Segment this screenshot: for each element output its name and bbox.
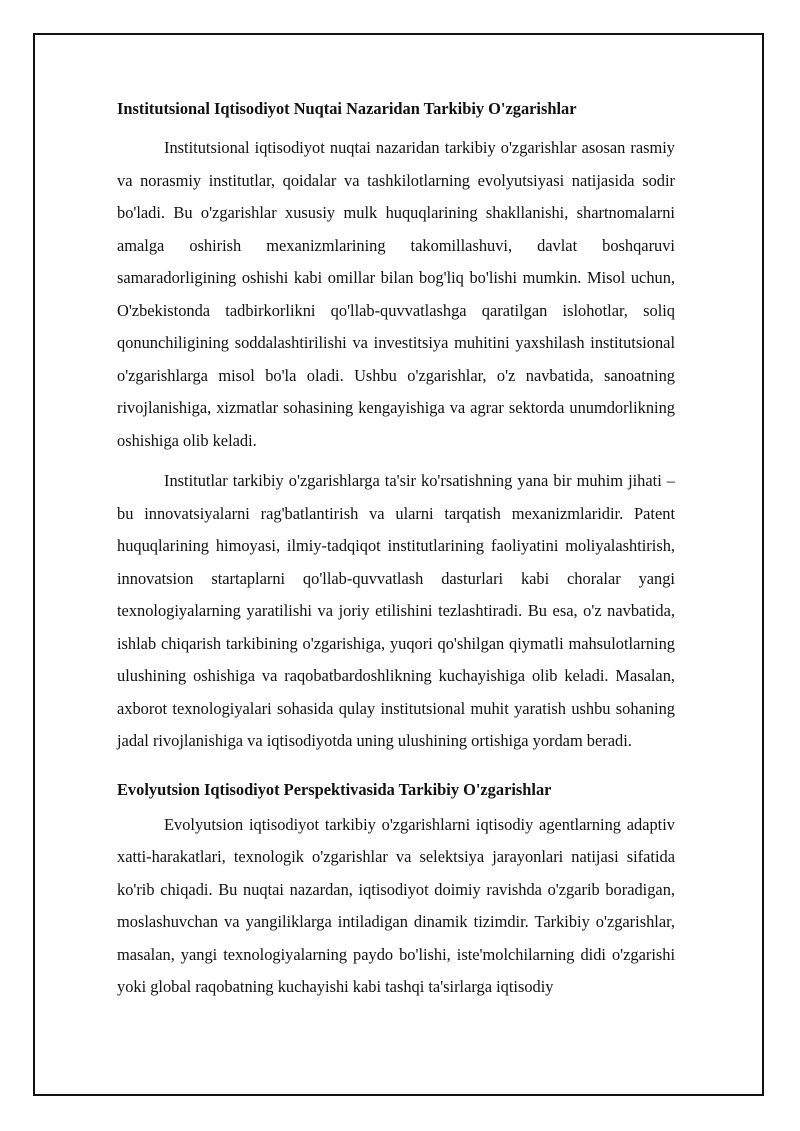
- document-body: [117, 97, 675, 1004]
- paragraph: Institutlar tarkibiy o'zgarishlarga ta'sir ko'rsatishning yana bir muhim jihati – bu innovatsiyalarni rag'batlantirish va ularni tarqatish mexanizmlaridir. Patent huquqlarining himoyasi, ilmiy-tadqiqot institutlarining faoliyatini moliyalashtirish, innovatsion startaplarni qo'llab-quvvatlash dasturlari kabi choralar yangi texnologiyalarning yaratilishi va joriy etilishini tezlashtiradi. Bu esa, o'z navbatida, ishlab chiqarish tarkibining o'zgarishiga, yuqori qo'shilgan qiymatli mahsulotlarning ulushining oshishiga va raqobatbardoshlikning kuchayishiga olib keladi. Masalan, axborot texnologiyalari sohasida qulay institutsional muhit yaratish ushbu sohaning jadal rivojlanishiga va iqtisodiyotda uning ulushining ortishiga yordam beradi.: [117, 471, 675, 750]
- paragraph: Institutsional iqtisodiyot nuqtai nazaridan tarkibiy o'zgarishlar asosan rasmiy va norasmiy institutlar, qoidalar va tashkilotlarning evolyutsiyasi natijasida sodir bo'ladi. Bu o'zgarishlar xususiy mulk huquqlarining shakllanishi, shartnomalarni amalga oshirish mexanizmlarining takomillashuvi, davlat boshqaruvi samaradorligining oshishi kabi omillar bilan bog'liq bo'lishi mumkin. Misol uchun, O'zbekistonda tadbirkorlikni qo'llab-quvvatlashga qaratilgan islohotlar, soliq qonunchiligining soddalashtirilishi va investitsiya muhitini yaxshilash institutsional o'zgarishlarga misol bo'la oladi. Ushbu o'zgarishlar, o'z navbatida, sanoatning rivojlanishiga, xizmatlar sohasining kengayishiga va agrar sektorda unumdorlikning oshishiga olib keladi.: [117, 138, 675, 450]
- section-heading: Institutsional Iqtisodiyot Nuqtai Nazaridan Tarkibiy O'zgarishlar: [117, 99, 577, 118]
- page-border: [33, 33, 764, 1096]
- paragraph: Evolyutsion iqtisodiyot tarkibiy o'zgarishlarni iqtisodiy agentlarning adaptiv xatti-harakatlari, texnologik o'zgarishlar va selektsiya jarayonlari natijasi sifatida ko'rib chiqadi. Bu nuqtai nazardan, iqtisodiyot doimiy ravishda o'zgarib boradigan, moslashuvchan va yangiliklarga intiladigan dinamik tizimdir. Tarkibiy o'zgarishlar, masalan, yangi texnologiyalarning paydo bo'lishi, iste'molchilarning didi o'zgarishi yoki global raqobatning kuchayishi kabi tashqi ta'sirlarga iqtisodiy: [117, 814, 675, 996]
- section-heading: Evolyutsion Iqtisodiyot Perspektivasida Tarkibiy O'zgarishlar: [117, 779, 552, 799]
